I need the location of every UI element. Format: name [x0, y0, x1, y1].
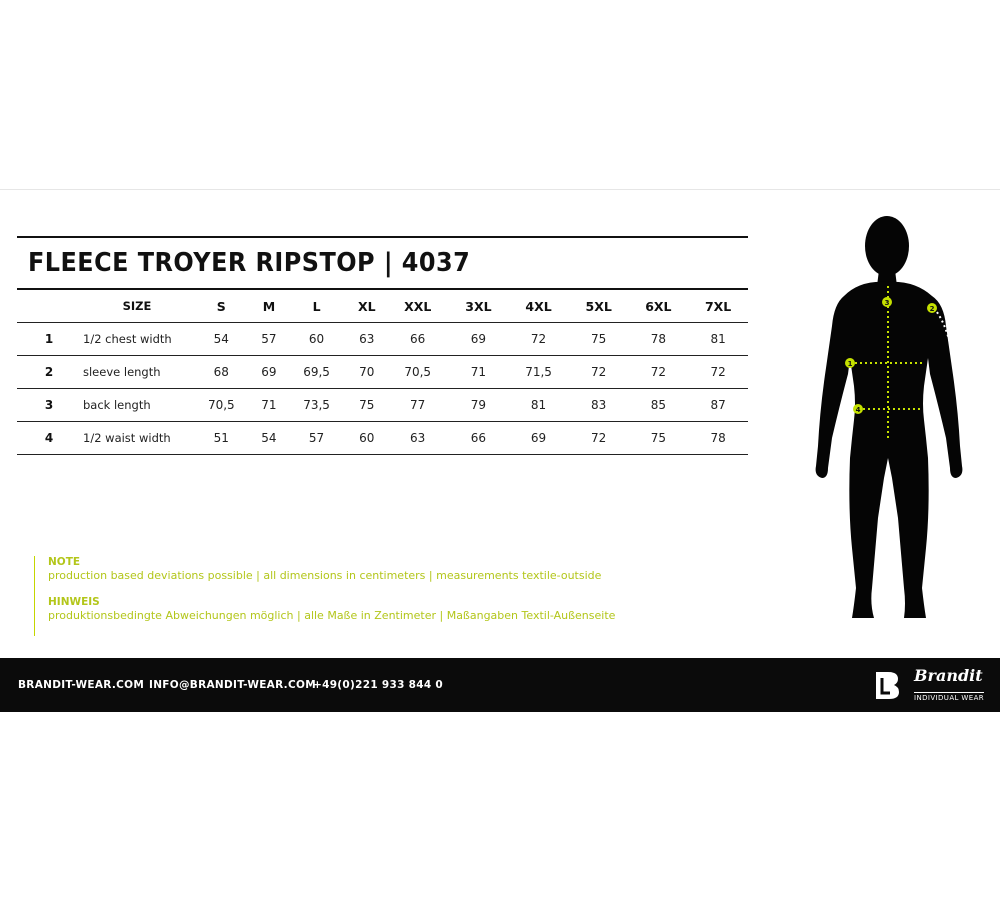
row-number: 3: [17, 389, 81, 422]
row-label: sleeve length: [81, 356, 191, 389]
size-header-xxl: XXL: [387, 289, 449, 323]
size-chart-card: [0, 189, 1000, 712]
value-cell: 71: [449, 356, 509, 389]
value-cell: 72: [569, 422, 629, 455]
row-label: 1/2 waist width: [81, 422, 191, 455]
row-number: 2: [17, 356, 81, 389]
row-label: back length: [81, 389, 191, 422]
value-cell: 78: [629, 323, 689, 356]
hinweis-heading: HINWEIS: [48, 596, 100, 608]
marker-3: [882, 297, 892, 307]
value-cell: 69: [252, 356, 287, 389]
header-num-cell: [17, 289, 81, 323]
size-header-s: S: [191, 289, 252, 323]
table-row-chest: [17, 323, 748, 356]
marker-4: [853, 404, 863, 414]
value-cell: 73,5: [286, 389, 347, 422]
row-number: 1: [17, 323, 81, 356]
title-rule: [17, 236, 748, 238]
size-header-xl: XL: [347, 289, 387, 323]
size-header-m: M: [252, 289, 287, 323]
value-cell: 70,5: [387, 356, 449, 389]
value-cell: 75: [569, 323, 629, 356]
value-cell: 54: [191, 323, 252, 356]
value-cell: 57: [286, 422, 347, 455]
value-cell: 71: [252, 389, 287, 422]
value-cell: 77: [387, 389, 449, 422]
hinweis-text: produktionsbedingte Abweichungen möglich | alle Maße in Zentimeter | Maßangaben Textil-Außenseite: [48, 609, 616, 622]
size-table: [17, 288, 748, 455]
value-cell: 69: [449, 323, 509, 356]
value-cell: 66: [449, 422, 509, 455]
value-cell: 81: [508, 389, 569, 422]
value-cell: 70,5: [191, 389, 252, 422]
table-row-sleeve: [17, 356, 748, 389]
footer-website-link[interactable]: BRANDIT-WEAR.COM: [18, 679, 145, 691]
value-cell: 87: [688, 389, 748, 422]
header-size-label: SIZE: [81, 289, 191, 323]
note-text: production based deviations possible | all dimensions in centimeters | measurements textile-outside: [48, 569, 602, 582]
table-header-row: [17, 289, 748, 323]
marker-3-label: 3: [884, 299, 890, 307]
brand-subtitle: INDIVIDUAL WEAR: [914, 694, 985, 702]
size-header-7xl: 7XL: [688, 289, 748, 323]
page-title: FLEECE TROYER RIPSTOP | 4037: [28, 248, 471, 278]
notes-section: [34, 556, 615, 636]
value-cell: 83: [569, 389, 629, 422]
marker-2-label: 2: [929, 305, 935, 313]
value-cell: 60: [347, 422, 387, 455]
size-header-l: L: [286, 289, 347, 323]
value-cell: 57: [252, 323, 287, 356]
value-cell: 69,5: [286, 356, 347, 389]
value-cell: 66: [387, 323, 449, 356]
footer-email-link[interactable]: INFO@BRANDIT-WEAR.COM: [149, 679, 316, 691]
value-cell: 51: [191, 422, 252, 455]
value-cell: 72: [688, 356, 748, 389]
brand-b-icon: [874, 670, 900, 700]
marker-2: [927, 303, 937, 313]
value-cell: 63: [387, 422, 449, 455]
marker-1: [845, 358, 855, 368]
marker-4-label: 4: [855, 406, 861, 414]
row-number: 4: [17, 422, 81, 455]
value-cell: 68: [191, 356, 252, 389]
human-silhouette-icon: [800, 208, 980, 628]
size-header-5xl: 5XL: [569, 289, 629, 323]
value-cell: 72: [569, 356, 629, 389]
value-cell: 85: [629, 389, 689, 422]
value-cell: 72: [629, 356, 689, 389]
value-cell: 63: [347, 323, 387, 356]
value-cell: 54: [252, 422, 287, 455]
table-row-back: [17, 389, 748, 422]
value-cell: 71,5: [508, 356, 569, 389]
note-heading: NOTE: [48, 556, 81, 568]
size-header-3xl: 3XL: [449, 289, 509, 323]
row-label: 1/2 chest width: [81, 323, 191, 356]
brand-script: Brandit: [914, 666, 983, 685]
brand-logo: [874, 666, 984, 706]
table-row-waist: [17, 422, 748, 455]
footer-bar: [0, 658, 1000, 712]
value-cell: 75: [629, 422, 689, 455]
marker-1-label: 1: [847, 360, 853, 368]
value-cell: 79: [449, 389, 509, 422]
size-header-4xl: 4XL: [508, 289, 569, 323]
value-cell: 78: [688, 422, 748, 455]
footer-phone: +49(0)221 933 844 0: [313, 679, 444, 691]
size-header-6xl: 6XL: [629, 289, 689, 323]
value-cell: 72: [508, 323, 569, 356]
value-cell: 81: [688, 323, 748, 356]
value-cell: 70: [347, 356, 387, 389]
value-cell: 60: [286, 323, 347, 356]
value-cell: 69: [508, 422, 569, 455]
value-cell: 75: [347, 389, 387, 422]
